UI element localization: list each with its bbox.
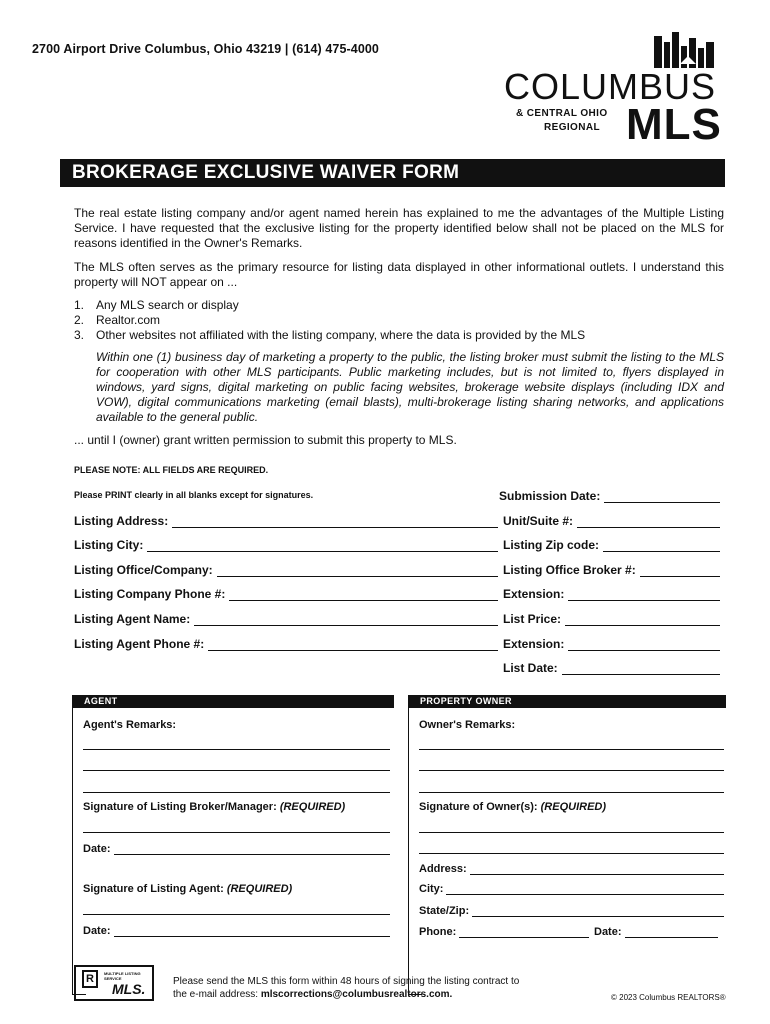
owner-city-field[interactable]: City: — [419, 883, 724, 895]
list-date-field[interactable]: List Date: — [503, 661, 720, 675]
realtor-mls-logo — [74, 965, 154, 1001]
owner-phone-field[interactable]: Phone: — [419, 926, 589, 938]
owner-signature-label: Signature of Owner(s): (REQUIRED) — [419, 801, 607, 813]
required-note: PLEASE NOTE: ALL FIELDS ARE REQUIRED. — [74, 465, 269, 475]
unit-suite-field[interactable]: Unit/Suite #: — [503, 514, 720, 528]
realtor-r-icon: R — [82, 970, 98, 988]
owner-signature-line[interactable] — [419, 853, 724, 854]
marketing-policy-text: Within one (1) business day of marketing a property to the public, the listing broker must submit the listing to the MLS for cooperation with other MLS participants. Public marketing includes, but is not limited to, flyers displayed in windows, yard signs, digital marketing on public facing websites, brokerage website displays (including IDX and VOW), digital communications marketing (email blasts), multi-brokerage listing sharing networks, and applications available to the general public. — [96, 350, 724, 424]
logo-subtitle-1: & CENTRAL OHIO — [516, 108, 608, 119]
owner-box-border — [408, 695, 409, 995]
agent-signature-label: Signature of Listing Agent: (REQUIRED) — [83, 883, 293, 895]
agent-phone-field[interactable]: Listing Agent Phone #: — [74, 637, 498, 651]
owners-remarks-label: Owner's Remarks: — [419, 719, 516, 731]
listing-office-broker-field[interactable]: Listing Office Broker #: — [503, 563, 720, 577]
logo-tiny-text: MULTIPLE LISTING SERVICE — [104, 971, 141, 981]
intro-paragraph-2: The MLS often serves as the primary resource for listing data displayed in other informational outlets. I understand this property will NOT appear on ... — [74, 260, 724, 289]
owner-remarks-line[interactable] — [419, 749, 724, 750]
list-item: 3. Other websites not affiliated with the listing company, where the data is provided by the MLS — [74, 328, 586, 342]
exclusion-list — [74, 298, 724, 343]
owner-state-zip-field[interactable]: State/Zip: — [419, 905, 724, 917]
skyline-icon — [650, 28, 722, 68]
company-phone-field[interactable]: Listing Company Phone #: — [74, 587, 498, 601]
extension-field-1[interactable]: Extension: — [503, 587, 720, 601]
agent-box-header: AGENT — [72, 695, 394, 708]
logo-subtitle-2: REGIONAL — [544, 122, 600, 133]
contact-info: 2700 Airport Drive Columbus, Ohio 43219 | (614) 475-4000 — [32, 42, 379, 56]
listing-office-field[interactable]: Listing Office/Company: — [74, 563, 498, 577]
footer-instructions: Please send the MLS this form within 48 hours of signing the listing contract to the e-mail address: mlscorrections@columbusrealtors.com. — [173, 976, 520, 1000]
agent-remarks-line[interactable] — [83, 770, 390, 771]
listing-address-field[interactable]: Listing Address: — [74, 514, 498, 528]
owner-signature-line[interactable] — [419, 832, 724, 833]
owner-remarks-line[interactable] — [419, 792, 724, 793]
agent-remarks-line[interactable] — [83, 792, 390, 793]
owner-remarks-line[interactable] — [419, 770, 724, 771]
owner-date-field[interactable]: Date: — [594, 926, 718, 938]
agents-remarks-label: Agent's Remarks: — [83, 719, 177, 731]
until-statement: ... until I (owner) grant written permission to submit this property to MLS. — [74, 433, 457, 447]
intro-paragraph-1: The real estate listing company and/or agent named herein has explained to me the advantages of the Multiple Listing Service. I have requested that the exclusive listing for the property identified below shall not be placed on the MLS for reasons identified in the Owner's Remarks. — [74, 206, 724, 250]
agent-date-field[interactable]: Date: — [83, 925, 390, 937]
form-title: BROKERAGE EXCLUSIVE WAIVER FORM — [60, 159, 725, 187]
broker-signature-label: Signature of Listing Broker/Manager: (REQUIRED) — [83, 801, 346, 813]
agent-name-field[interactable]: Listing Agent Name: — [74, 612, 498, 626]
logo-columbus-text: COLUMBUS — [504, 66, 717, 107]
agent-box-border — [72, 695, 73, 995]
owner-address-field[interactable]: Address: — [419, 863, 724, 875]
broker-date-field[interactable]: Date: — [83, 843, 390, 855]
listing-zip-field[interactable]: Listing Zip code: — [503, 538, 720, 552]
owner-box-header: PROPERTY OWNER — [408, 695, 726, 708]
broker-signature-line[interactable] — [83, 832, 390, 833]
copyright-text: © 2023 Columbus REALTORS® — [611, 993, 726, 1002]
submission-date-field[interactable]: Submission Date: — [499, 489, 720, 503]
extension-field-2[interactable]: Extension: — [503, 637, 720, 651]
list-item: 2. Realtor.com — [74, 313, 161, 327]
listing-city-field[interactable]: Listing City: — [74, 538, 498, 552]
list-item: 1. Any MLS search or display — [74, 298, 239, 312]
agent-remarks-line[interactable] — [83, 749, 390, 750]
footer-email-link[interactable]: mlscorrections@columbusrealtors.com. — [260, 989, 453, 1000]
print-note: Please PRINT clearly in all blanks except for signatures. — [74, 490, 314, 500]
agent-signature-line[interactable] — [83, 914, 390, 915]
logo-mls-text: MLS. — [112, 981, 146, 997]
list-price-field[interactable]: List Price: — [503, 612, 720, 626]
columbus-mls-logo — [500, 28, 730, 148]
logo-mls-text: MLS — [626, 100, 722, 149]
